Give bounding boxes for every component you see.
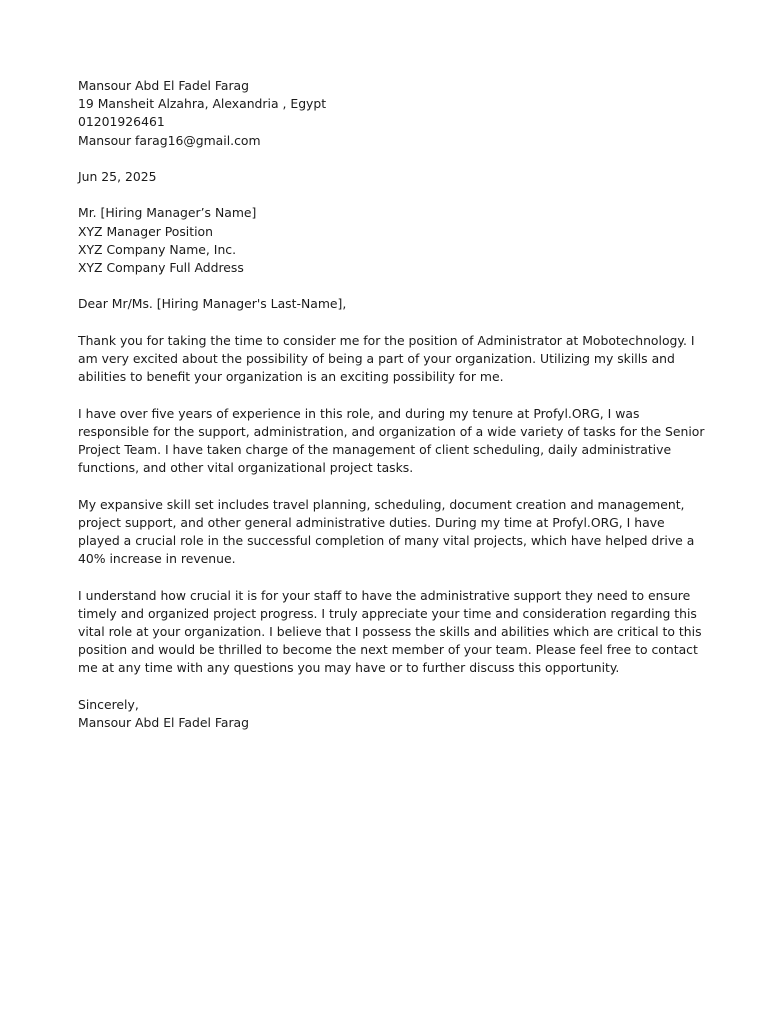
- signature-name: Mansour Abd El Fadel Farag: [78, 714, 249, 730]
- valediction: Sincerely,: [78, 696, 139, 712]
- salutation-block: [78, 295, 698, 313]
- body-paragraph-1: [78, 332, 698, 387]
- paragraph-line: timely and organized project progress. I truly appreciate your time and consideration regarding this: [78, 605, 697, 621]
- paragraph-line: abilities to benefit your organization is an exciting possibility for me.: [78, 369, 504, 385]
- recipient-position: XYZ Manager Position: [78, 223, 213, 239]
- paragraph-line: I have over five years of experience in this role, and during my tenure at Profyl.ORG, I was: [78, 405, 640, 421]
- sender-phone: 01201926461: [78, 114, 165, 130]
- recipient-company: XYZ Company Name, Inc.: [78, 241, 237, 257]
- paragraph-line: project support, and other general administrative duties. During my time at Profyl.ORG, I have: [78, 514, 665, 530]
- paragraph-line: me at any time with any questions you may have or to further discuss this opportunity.: [78, 660, 620, 676]
- sender-email: Mansour farag16@gmail.com: [78, 132, 261, 148]
- body-paragraph-2: [78, 405, 705, 478]
- paragraph-line: My expansive skill set includes travel planning, scheduling, document creation and management,: [78, 496, 685, 512]
- recipient-address: XYZ Company Full Address: [78, 260, 244, 275]
- recipient-name: Mr. [Hiring Manager’s Name]: [78, 205, 257, 221]
- paragraph-line: Thank you for taking the time to consider me for the position of Administrator at Mobotechnology. I: [78, 332, 695, 348]
- paragraph-line: functions, and other vital organizational project tasks.: [78, 460, 414, 476]
- salutation: Dear Mr/Ms. [Hiring Manager's Last-Name],: [78, 296, 347, 312]
- paragraph-line: Project Team. I have taken charge of the management of client scheduling, daily administrative: [78, 441, 672, 457]
- paragraph-line: 40% increase in revenue.: [78, 551, 236, 567]
- recipient-block: [78, 204, 698, 277]
- paragraph-line: responsible for the support, administration, and organization of a wide variety of tasks for the Senior: [78, 423, 705, 439]
- letter-date: Jun 25, 2025: [78, 169, 157, 184]
- sender-address: 19 Mansheit Alzahra, Alexandria , Egypt: [78, 96, 327, 112]
- paragraph-line: played a crucial role in the successful completion of many vital projects, which have helped drive a: [78, 532, 695, 548]
- body-paragraph-4: [78, 587, 702, 678]
- closing-block: [78, 696, 698, 732]
- paragraph-line: position and would be thrilled to become the next member of your team. Please feel free to contact: [78, 642, 698, 658]
- body-paragraph-3: [78, 496, 698, 569]
- sender-name: Mansour Abd El Fadel Farag: [78, 78, 249, 93]
- paragraph-line: I understand how crucial it is for your staff to have the administrative support they need to ensure: [78, 587, 691, 603]
- paragraph-line: vital role at your organization. I believe that I possess the skills and abilities which are critical to this: [78, 623, 702, 639]
- paragraph-line: am very excited about the possibility of being a part of your organization. Utilizing my skills and: [78, 350, 675, 366]
- sender-block: [78, 77, 698, 150]
- date-block: [78, 168, 698, 186]
- cover-letter-page: [78, 77, 705, 750]
